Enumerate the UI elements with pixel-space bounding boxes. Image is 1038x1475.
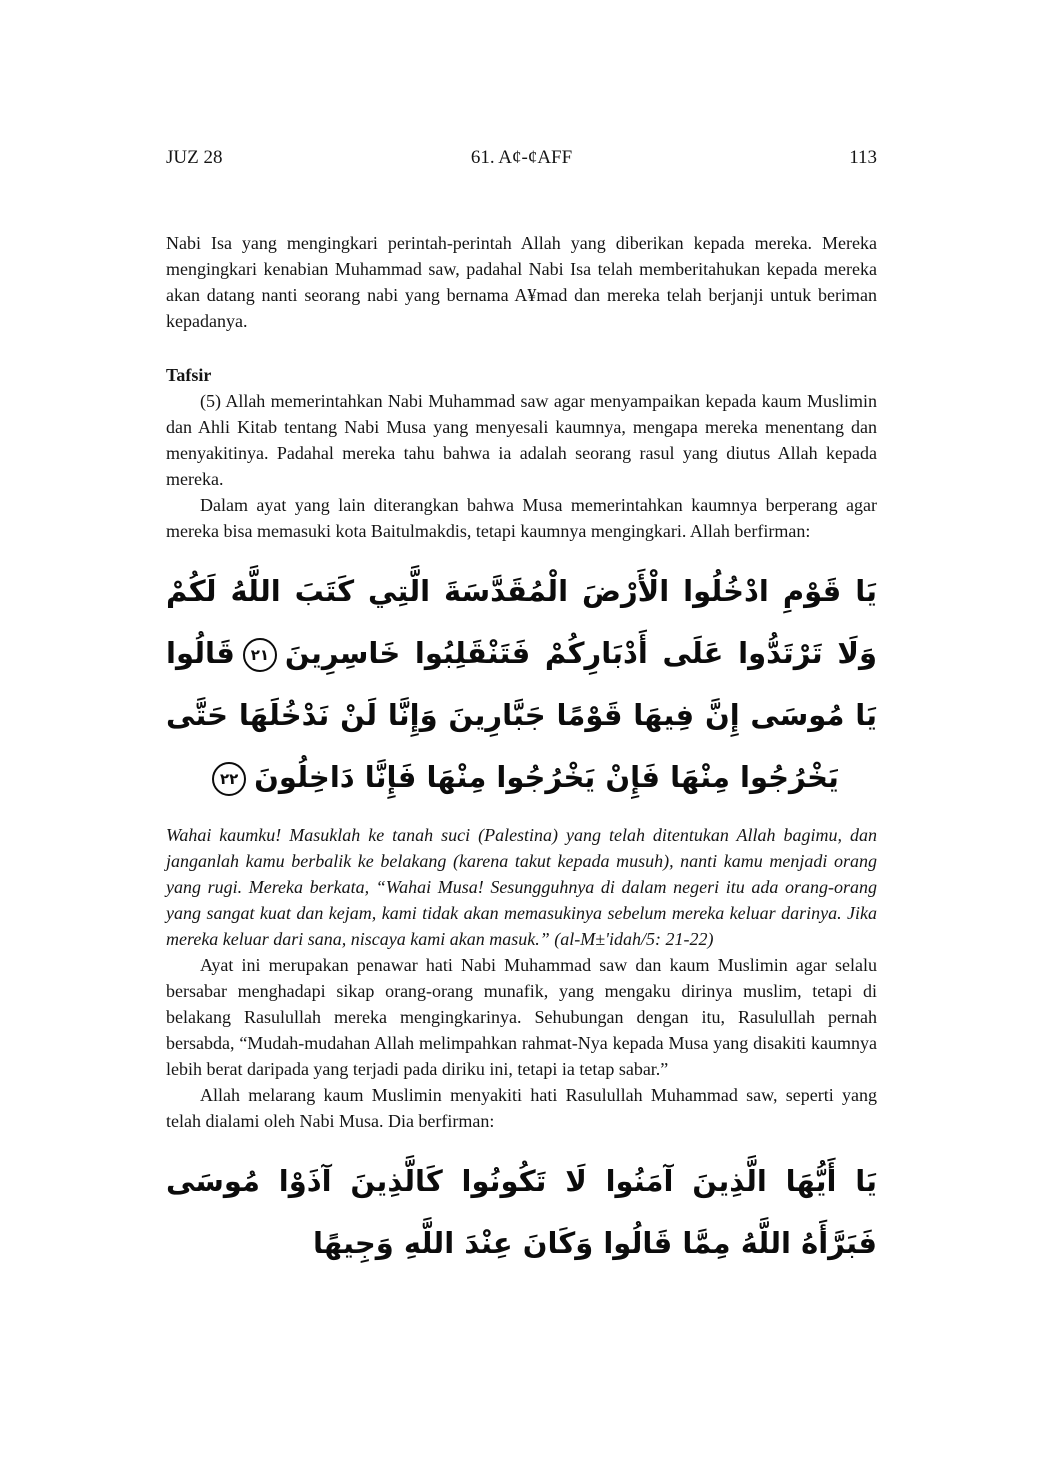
surah-title: 61. A¢-¢AFF bbox=[470, 147, 573, 168]
tafsir-heading: Tafsir bbox=[166, 365, 212, 385]
paragraph-intro: Nabi Isa yang mengingkari perintah-perintah Allah yang diberikan kepada mereka. Mereka mengingkari kenabian Muhammad saw, padahal Nabi Isa telah memberitahukan kepada mereka akan datang nanti seorang nabi yang bernama A¥mad dan mereka telah berjanji untuk beriman kepadanya. bbox=[166, 233, 877, 331]
arabic-verse-2 bbox=[166, 1150, 877, 1274]
arabic-text-segment: يَا أَيُّهَا الَّذِينَ آمَنُوا لَا تَكُونُوا كَالَّذِينَ آذَوْا مُوسَى فَبَرَّأَهُ اللَّهُ مِمَّا قَالُوا وَكَانَ عِنْدَ اللَّهِ وَجِيهًا bbox=[166, 1164, 877, 1260]
arabic-text-segment: يَا قَوْمِ ادْخُلُوا الْأَرْضَ الْمُقَدَّسَةَ الَّتِي كَتَبَ اللَّهُ لَكُمْ وَلَا تَرْتَدُّوا عَلَى أَدْبَارِكُمْ فَتَنْقَلِبُوا خَاسِرِينَ bbox=[166, 574, 877, 670]
juz-label: JUZ 28 bbox=[166, 147, 223, 168]
page-number: 113 bbox=[849, 147, 877, 168]
ayah-number-21: ٢١ bbox=[243, 638, 277, 672]
verse-translation: Wahai kaumku! Masuklah ke tanah suci (Palestina) yang telah ditentukan Allah bagimu, dan janganlah kamu berbalik ke belakang (karena takut kepada musuh), nanti kamu menjadi orang yang rugi. Mereka berkata, “Wahai Musa! Sesungguhnya di dalam negeri itu ada orang-orang yang sangat kuat dan kejam, kami tidak akan memasukinya sebelum mereka keluar darinya. Jika mereka keluar dari sana, niscaya kami akan masuk.” (al-M±'idah/5: 21-22) bbox=[166, 825, 877, 949]
page-header bbox=[166, 146, 877, 170]
paragraph-tafsir-4: Allah melarang kaum Muslimin menyakiti hati Rasulullah Muhammad saw, seperti yang telah dialami oleh Nabi Musa. Dia berfirman: bbox=[166, 1085, 877, 1131]
arabic-text-segment: قَالُوا يَا مُوسَى إِنَّ فِيهَا قَوْمًا جَبَّارِينَ وَإِنَّا لَنْ نَدْخُلَهَا حَتَّى يَخْرُجُوا مِنْهَا فَإِنْ يَخْرُجُوا مِنْهَا فَإِنَّا دَاخِلُونَ bbox=[166, 636, 877, 794]
ayah-number-22: ٢٢ bbox=[212, 762, 246, 796]
paragraph-tafsir-1: (5) Allah memerintahkan Nabi Muhammad saw agar menyampaikan kepada kaum Muslimin dan Ahli Kitab tentang Nabi Musa yang menyesali kaumnya, mengapa mereka menentang dan menyakitinya. Padahal mereka tahu bahwa ia adalah seorang rasul yang diutus Allah kepada mereka. bbox=[166, 391, 877, 489]
paragraph-tafsir-3: Ayat ini merupakan penawar hati Nabi Muhammad saw dan kaum Muslimin agar selalu bersabar menghadapi sikap orang-orang munafik, yang mengaku dirinya muslim, tetapi di belakang Rasulullah mereka mengingkarinya. Sehubungan dengan itu, Rasulullah pernah bersabda, “Mudah-mudahan Allah melimpahkan rahmat-Nya kepada Musa yang disakiti kaumnya lebih berat daripada yang terjadi pada diriku ini, tetapi ia tetap sabar.” bbox=[166, 955, 877, 1079]
arabic-verse-1 bbox=[166, 560, 877, 808]
paragraph-tafsir-2: Dalam ayat yang lain diterangkan bahwa Musa memerintahkan kaumnya berperang agar mereka bisa memasuki kota Baitulmakdis, tetapi kaumnya mengingkari. Allah berfirman: bbox=[166, 495, 877, 541]
